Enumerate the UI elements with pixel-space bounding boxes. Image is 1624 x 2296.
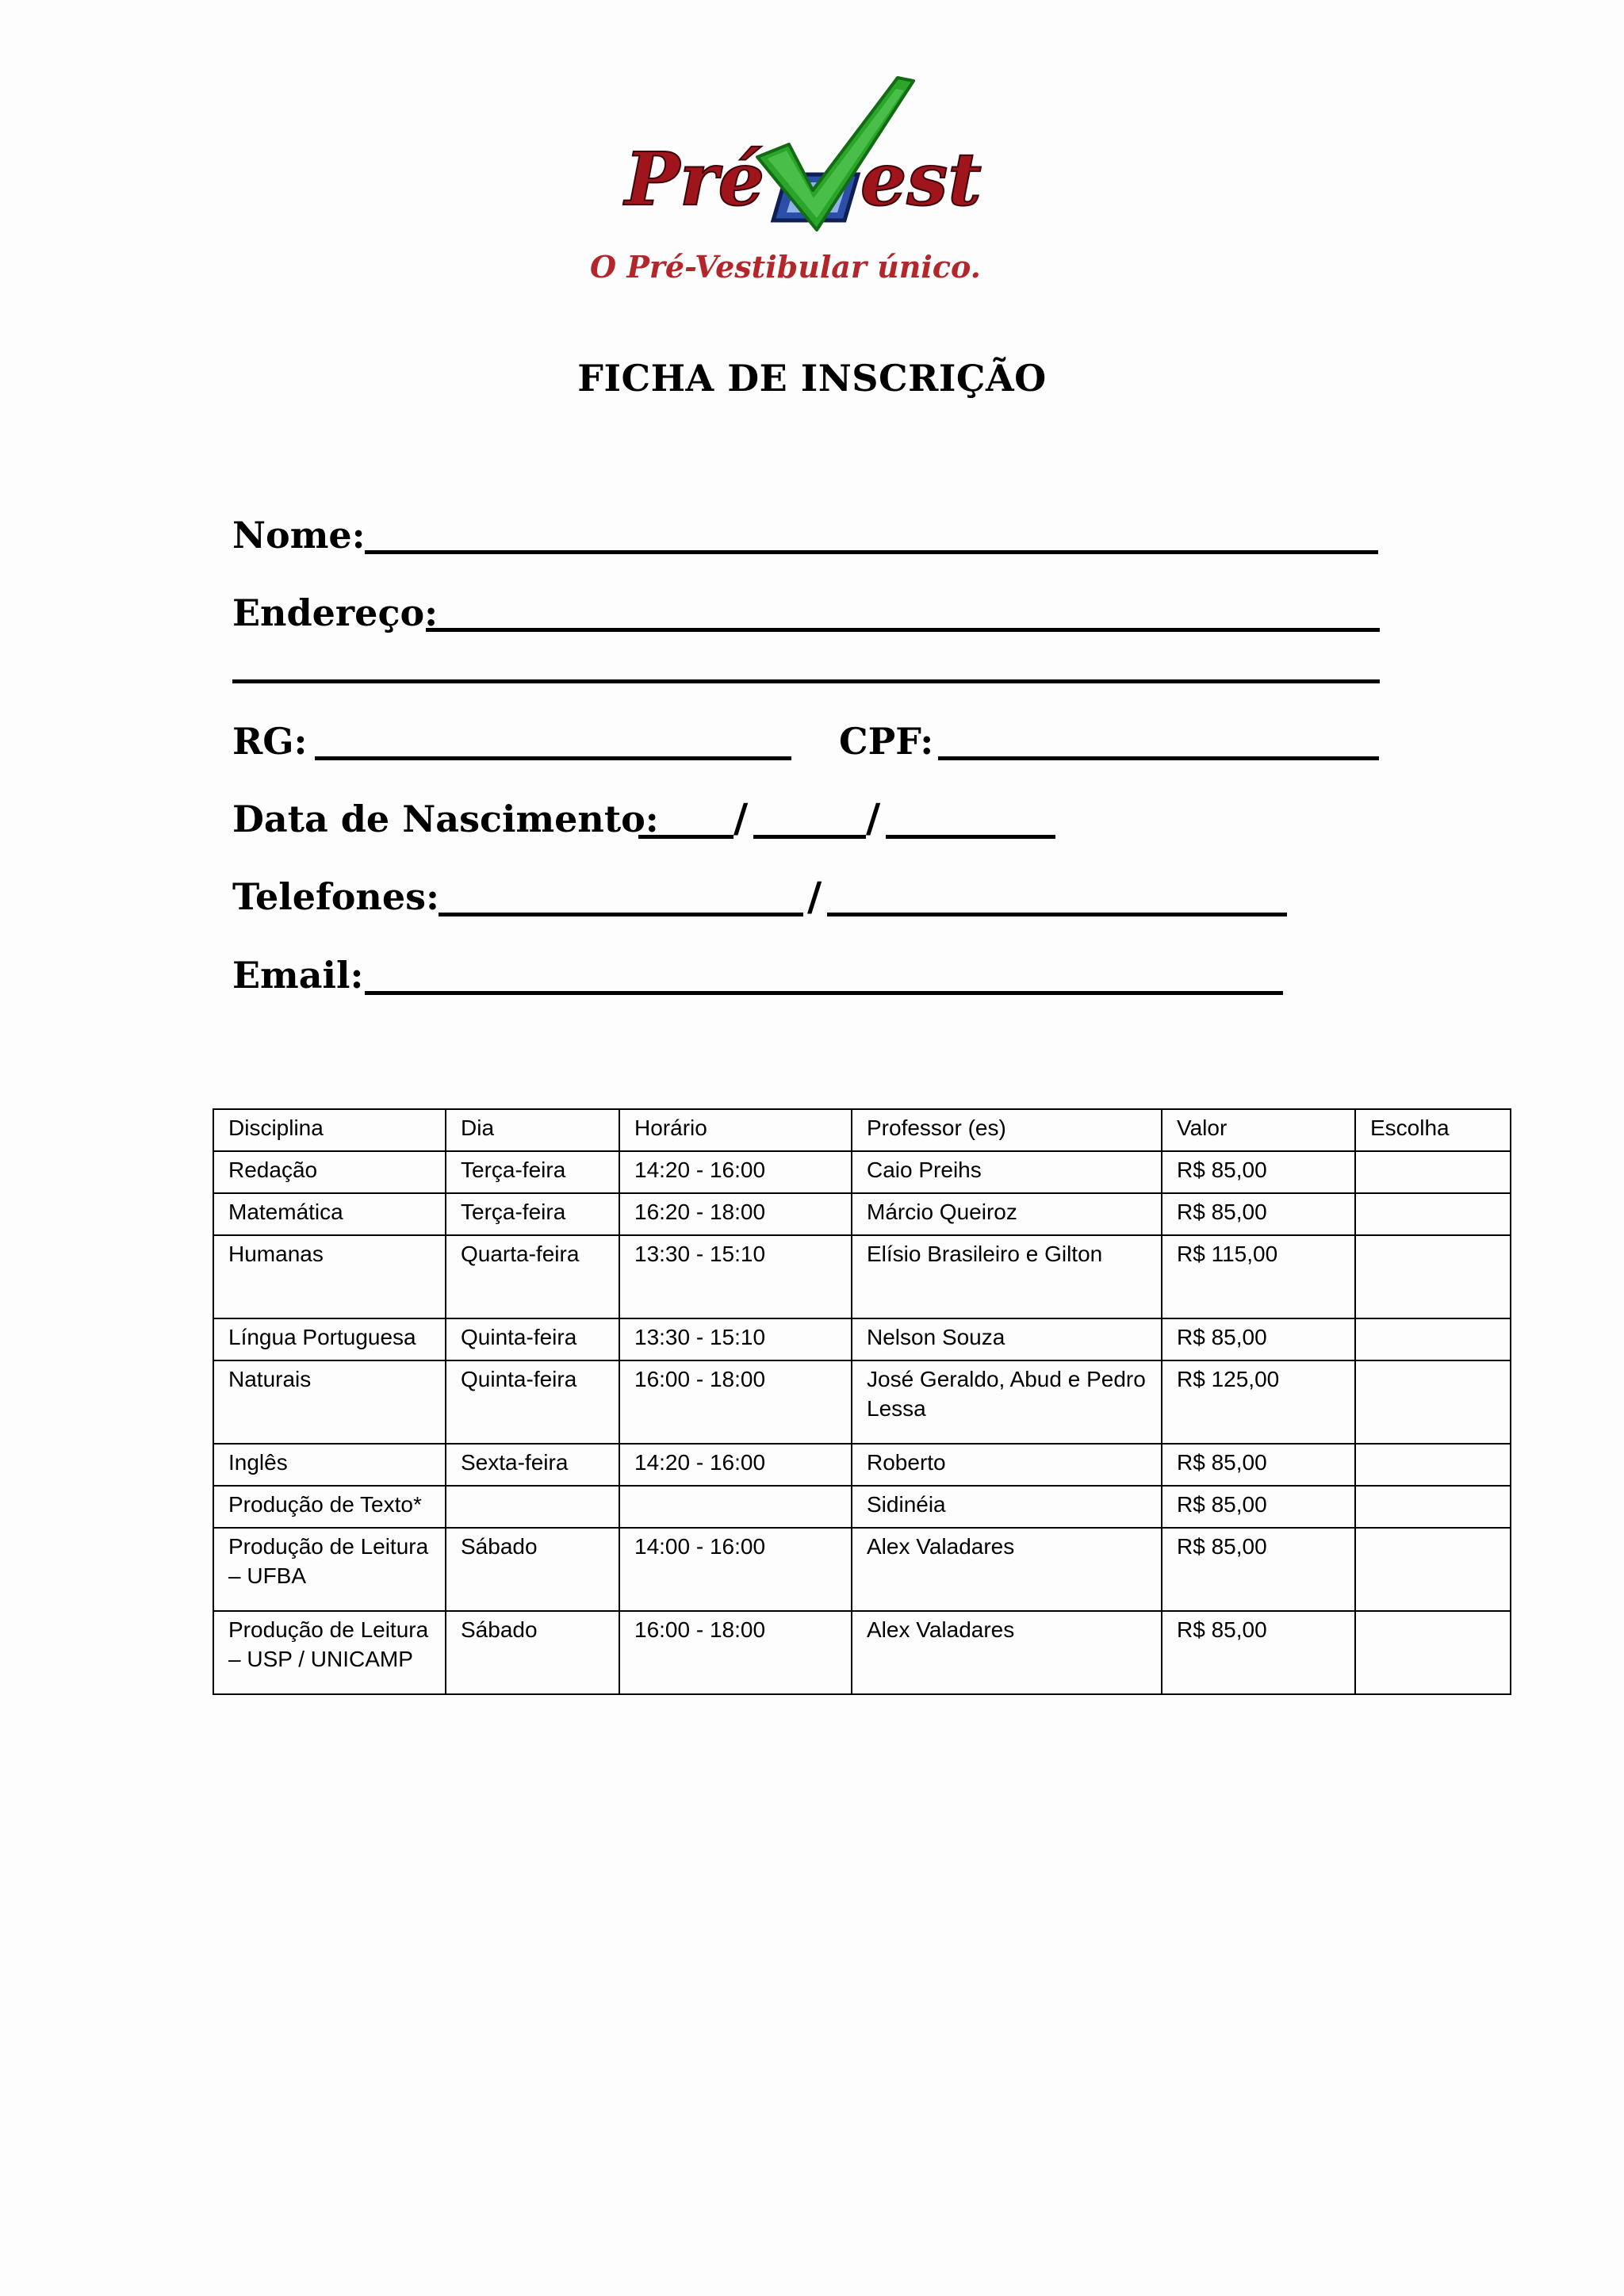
header-valor: Valor <box>1162 1109 1355 1151</box>
cell-dia: Quinta-feira <box>446 1360 619 1444</box>
cell-professor: José Geraldo, Abud e Pedro Lessa <box>852 1360 1162 1444</box>
cell-escolha[interactable] <box>1355 1235 1511 1318</box>
cell-professor: Alex Valadares <box>852 1528 1162 1611</box>
cell-escolha[interactable] <box>1355 1444 1511 1486</box>
cell-valor: R$ 85,00 <box>1162 1151 1355 1193</box>
label-nome: Nome: <box>232 514 366 557</box>
cell-escolha[interactable] <box>1355 1360 1511 1444</box>
field-endereco[interactable] <box>426 628 1380 632</box>
phone-separator: / <box>807 873 822 920</box>
cell-escolha[interactable] <box>1355 1528 1511 1611</box>
header-escolha: Escolha <box>1355 1109 1511 1151</box>
cell-valor: R$ 85,00 <box>1162 1444 1355 1486</box>
cell-valor: R$ 85,00 <box>1162 1528 1355 1611</box>
cell-dia: Terça-feira <box>446 1151 619 1193</box>
field-cpf[interactable] <box>938 756 1379 760</box>
header-professor: Professor (es) <box>852 1109 1162 1151</box>
table-row <box>213 1611 1511 1694</box>
cell-horario <box>619 1486 852 1528</box>
label-endereco: Endereço: <box>232 591 439 634</box>
cell-horario: 13:30 - 15:10 <box>619 1235 852 1318</box>
field-telefone-1[interactable] <box>439 913 803 916</box>
label-email: Email: <box>232 954 364 997</box>
header-dia: Dia <box>446 1109 619 1151</box>
cell-professor: Sidinéia <box>852 1486 1162 1528</box>
header-horario: Horário <box>619 1109 852 1151</box>
cell-professor: Roberto <box>852 1444 1162 1486</box>
cell-professor: Nelson Souza <box>852 1318 1162 1360</box>
field-rg[interactable] <box>315 756 791 760</box>
label-telefones: Telefones: <box>232 875 440 918</box>
cell-horario: 16:20 - 18:00 <box>619 1193 852 1235</box>
cell-horario: 16:00 - 18:00 <box>619 1360 852 1444</box>
cell-valor: R$ 125,00 <box>1162 1360 1355 1444</box>
cell-disciplina: Produção de Texto* <box>213 1486 446 1528</box>
cell-dia <box>446 1486 619 1528</box>
field-dia[interactable] <box>638 835 733 839</box>
course-table <box>213 1108 1511 1695</box>
cell-professor: Caio Preihs <box>852 1151 1162 1193</box>
table-row <box>213 1235 1511 1318</box>
cell-horario: 14:00 - 16:00 <box>619 1528 852 1611</box>
label-nascimento: Data de Nascimento: <box>232 798 659 840</box>
cell-escolha[interactable] <box>1355 1318 1511 1360</box>
cell-professor: Márcio Queiroz <box>852 1193 1162 1235</box>
logo-word-left: Pré <box>625 136 765 222</box>
date-separator: / <box>866 794 881 841</box>
table-row <box>213 1318 1511 1360</box>
label-cpf: CPF: <box>839 720 934 763</box>
cell-dia: Quinta-feira <box>446 1318 619 1360</box>
cell-dia: Sábado <box>446 1611 619 1694</box>
cell-professor: Elísio Brasileiro e Gilton <box>852 1235 1162 1318</box>
cell-horario: 16:00 - 18:00 <box>619 1611 852 1694</box>
date-separator: / <box>733 794 749 841</box>
cell-escolha[interactable] <box>1355 1151 1511 1193</box>
field-telefone-2[interactable] <box>827 913 1287 916</box>
cell-disciplina: Inglês <box>213 1444 446 1486</box>
cell-dia: Quarta-feira <box>446 1235 619 1318</box>
cell-valor: R$ 85,00 <box>1162 1486 1355 1528</box>
page-title: FICHA DE INSCRIÇÃO <box>577 357 1047 400</box>
logo-word-right: est <box>860 136 982 222</box>
cell-disciplina: Produção de Leitura – UFBA <box>213 1528 446 1611</box>
cell-horario: 14:20 - 16:00 <box>619 1444 852 1486</box>
cell-dia: Sábado <box>446 1528 619 1611</box>
table-row <box>213 1193 1511 1235</box>
logo-graphic <box>579 71 1055 301</box>
label-rg: RG: <box>232 720 308 763</box>
cell-disciplina: Humanas <box>213 1235 446 1318</box>
header-disciplina: Disciplina <box>213 1109 446 1151</box>
cell-valor: R$ 85,00 <box>1162 1611 1355 1694</box>
cell-valor: R$ 115,00 <box>1162 1235 1355 1318</box>
cell-disciplina: Naturais <box>213 1360 446 1444</box>
field-email[interactable] <box>365 991 1283 995</box>
table-row <box>213 1151 1511 1193</box>
cell-valor: R$ 85,00 <box>1162 1193 1355 1235</box>
cell-dia: Terça-feira <box>446 1193 619 1235</box>
cell-dia: Sexta-feira <box>446 1444 619 1486</box>
field-endereco-line2[interactable] <box>232 679 1380 683</box>
cell-professor: Alex Valadares <box>852 1611 1162 1694</box>
field-ano[interactable] <box>886 835 1055 839</box>
table-row <box>213 1528 1511 1611</box>
table-header-row <box>213 1109 1511 1151</box>
cell-valor: R$ 85,00 <box>1162 1318 1355 1360</box>
cell-escolha[interactable] <box>1355 1611 1511 1694</box>
cell-escolha[interactable] <box>1355 1193 1511 1235</box>
field-mes[interactable] <box>753 835 866 839</box>
table-row <box>213 1486 1511 1528</box>
cell-horario: 13:30 - 15:10 <box>619 1318 852 1360</box>
cell-disciplina: Produção de Leitura – USP / UNICAMP <box>213 1611 446 1694</box>
cell-horario: 14:20 - 16:00 <box>619 1151 852 1193</box>
prevest-logo <box>579 71 1055 301</box>
cell-escolha[interactable] <box>1355 1486 1511 1528</box>
cell-disciplina: Redação <box>213 1151 446 1193</box>
table-row <box>213 1444 1511 1486</box>
cell-disciplina: Língua Portuguesa <box>213 1318 446 1360</box>
logo-tagline: O Pré-Vestibular único. <box>590 249 981 285</box>
cell-disciplina: Matemática <box>213 1193 446 1235</box>
field-nome[interactable] <box>365 550 1378 554</box>
table-row <box>213 1360 1511 1444</box>
